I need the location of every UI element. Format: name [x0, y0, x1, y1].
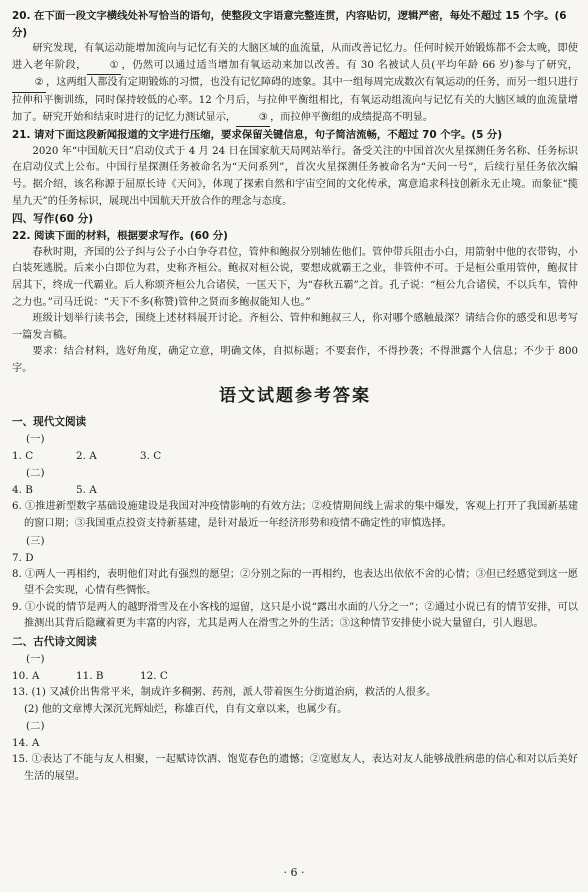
blank-2[interactable]: ② [12, 75, 46, 93]
answer-13-2: (2) 他的文章博大深沉光辉灿烂，称雄百代，自有文章以来，也属少有。 [24, 703, 348, 715]
group-label: (三) [26, 534, 45, 547]
answer-3: 3. C [140, 450, 162, 463]
answer-row [12, 448, 578, 465]
answer-15: 15. ①表达了不能与友人相聚，一起赋诗饮酒、饱览春色的遗憾；②宽慰友人，表达对友人能够战胜病患的信心和对以后美好生活的展望。 [12, 754, 578, 782]
group-label: (一) [26, 433, 45, 446]
blank-3[interactable]: ③ [236, 110, 270, 128]
q22-head: 22. 阅读下面的材料，根据要求写作。(60 分) [12, 230, 228, 243]
answer-row [12, 668, 578, 685]
writing-section-title: 四、写作(60 分) [12, 213, 94, 226]
answer-4: 4. B [12, 484, 33, 497]
q21-passage: 2020 年“中国航天日”启动仪式于 4 月 24 日在国家航天局网站举行。备受关注的中国首次火星探测任务名称、任务标识在启动仪式上公布。中国行星探测任务被命名为“天问系列”，首次火星探测任务被命名为“天问一号”，后续行星任务依次编号。据介绍，该名称源于屈原长诗《天问》，体现了探索自然和宇宙空间的文化传承，寓意追求科技创新永无止境。而象征“揽星九天”的任务标识，展现出中国航天开放合作的理念与态度。 [12, 145, 578, 207]
page-number: · 6 · [283, 866, 305, 879]
group-label: (二) [26, 720, 45, 733]
answer-12: 12. C [140, 670, 168, 683]
q22-task: 班级计划举行读书会，围绕上述材料展开讨论。齐桓公、管仲和鲍叔三人，你对哪个感触最深？请结合你的感受和思考写一篇发言稿。 [12, 313, 578, 341]
q20-head: 20. 在下面一段文字横线处补写恰当的语句，使整段文字语意完整连贯，内容贴切，逻辑严密，每处不超过 15 个字。(6 分) [12, 10, 567, 39]
answer-1: 1. C [12, 450, 34, 463]
blank-1[interactable]: ① [87, 58, 121, 76]
document-page [12, 8, 578, 785]
answer-11: 11. B [76, 670, 104, 683]
answer-5: 5. A [76, 484, 97, 497]
answer-7: 7. D [12, 551, 34, 564]
answer-13-1: 13. (1) 又减价出售常平米，制成许多稠粥、药剂，派人带着医生分街道治病，救活的人很多。 [12, 687, 437, 699]
answer-8: 8. ①两人一再相约，表明他们对此有强烈的愿望；②分别之际的一再相约，也表达出依依不舍的心情；③但已经感觉到这一愿望不会实现，心情有些惆怅。 [12, 568, 578, 597]
answer-title: 语文试题参考答案 [219, 386, 371, 407]
q22-requirements: 要求：结合材料，选好角度，确定立意，明确文体，自拟标题；不要套作，不得抄袭；不得泄露个人信息；不少于 800 字。 [12, 346, 578, 374]
answer-14: 14. A [12, 737, 40, 750]
group-label: (一) [26, 653, 45, 666]
answer-6: 6. ①推进新型数字基础设施建设是我国对冲疫情影响的有效方法；②疫情期间线上需求的集中爆发，客观上打开了我国新基建的窗口期；③我国重点投资支持新基建，是针对最近一年经济形势和疫情不确定性的审慎选择。 [12, 501, 578, 530]
answer-9: 9. ①小说的情节是两人的越野滑雪及在小客栈的逗留，这只是小说“露出水面的八分之一”；②通过小说已有的情节安排，可以推测出其背后隐藏着更为丰富的内容，尤其是两人在滑雪之外的生活；③这种情节安排使小说大量留白，引人遐思。 [12, 601, 578, 630]
answer-2: 2. A [76, 450, 97, 463]
q20-passage: 研究发现，有氧运动能增加流向与记忆有关的大脑区域的血流量，从而改善记忆力。任何时候开始锻炼都不会太晚，即使进入老年阶段， ① ，仍然可以通过适当增加有氧运动来加以改善。有 30 名被试人员(平均年龄 66 岁)参与了研究，② ，这两组人都没有定期锻炼的习惯，也没有记忆障碍的迹象。其中一组每周完成数次有氧运动的任务，而另一组只进行拉伸和平衡训练，同时保持较低的心率。12 个月后，与拉伸平衡组相比，有氧运动组流向与记忆有关的大脑区域的血流量增加了。研究开始和结束时进行的记忆力测试显示， ③ ，而拉伸平衡组的成绩提高不明显。 [12, 41, 578, 127]
q22-material: 春秋时期，齐国的公子纠与公子小白争夺君位，管仲和鲍叔分别辅佐他们。管仲带兵阻击小白，用箭射中他的衣带钩，小白装死逃脱。后来小白即位为君，史称齐桓公。鲍叔对桓公说，要想成就霸王之业，非管仲不可。于是桓公重用管仲，鲍叔甘居其下，终成一代霸业。后人称颂齐桓公九合诸侯，一匡天下，为“春秋五霸”之首。孔子说：“桓公九合诸侯，不以兵车，管仲之力也。”司马迁说：“天下不多(称赞)管仲之贤而多鲍叔能知人也。” [12, 246, 578, 308]
answer-10: 10. A [12, 670, 40, 683]
section-1-title: 一、现代文阅读 [12, 416, 87, 429]
answer-row [12, 482, 578, 499]
group-label: (二) [26, 467, 45, 480]
section-2-title: 二、古代诗文阅读 [12, 636, 97, 649]
q21-head: 21. 请对下面这段新闻报道的文字进行压缩，要求保留关键信息，句子简洁流畅，不超过 70 个字。(5 分) [12, 129, 503, 142]
